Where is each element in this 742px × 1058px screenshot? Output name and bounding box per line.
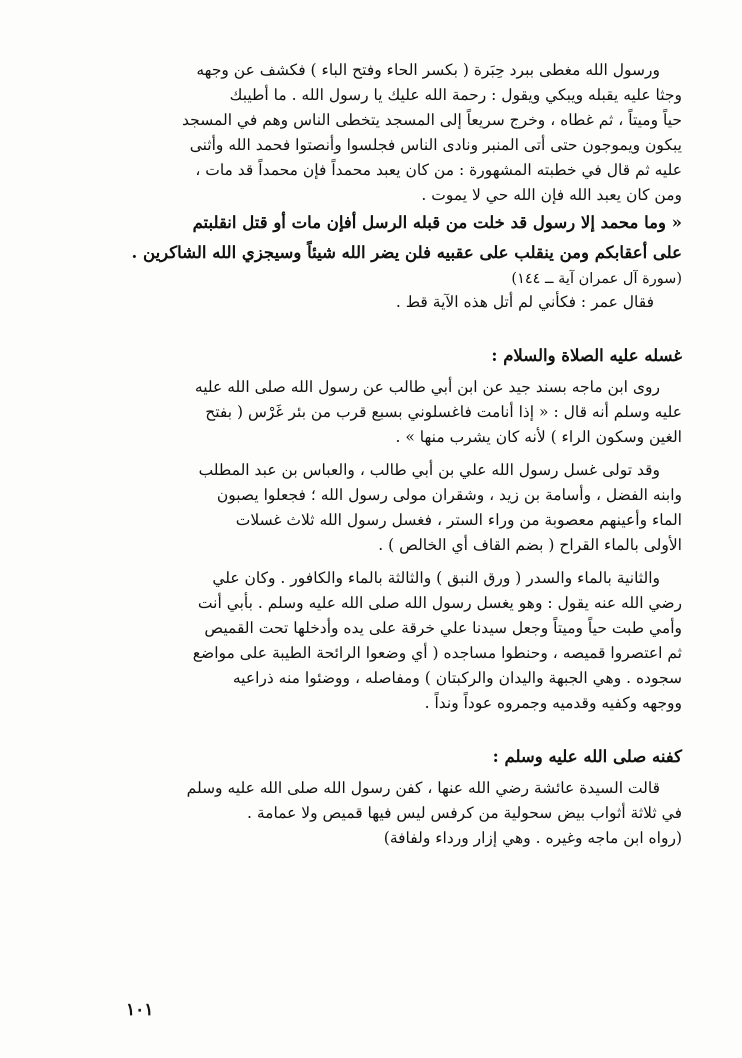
verse-reference: (سورة آل عمران آية ــ ١٤٤) xyxy=(511,271,682,287)
text-line: وقد تولى غسل رسول الله علي بن أبي طالب ، والعباس بن عبد المطلب xyxy=(198,461,660,479)
page-number: ١٠١ xyxy=(126,1000,154,1020)
text-line: ورسول الله مغطى ببرد حِبَرة ( بكسر الحاء وفتح الباء ) فكشف عن وجهه xyxy=(196,61,660,79)
paragraph-washers xyxy=(60,458,682,558)
paragraph-shroud xyxy=(60,776,682,826)
text-line: وجثا عليه يقبله ويبكي ويقول : رحمة الله عليك يا رسول الله . ما أطيبك xyxy=(229,86,682,104)
text-line: سجوده . وهي الجبهة واليدان والركبتان ) ومفاصله ، ووضئوا منه ذراعيه xyxy=(232,669,682,687)
text-line: قالت السيدة عائشة رضي الله عنها ، كفن رسول الله صلى الله عليه وسلم xyxy=(186,779,660,797)
verse-line: « وما محمد إلا رسول قد خلت من قبله الرسل أفإن مات أو قتل انقلبتم xyxy=(192,213,682,232)
umar-statement: فقال عمر : فكأني لم أتل هذه الآية قط . xyxy=(395,293,654,311)
text-line: حياً وميتاً ، ثم غطاه ، وخرج سريعاً إلى المسجد يتخطى الناس وهم في المسجد xyxy=(182,111,682,129)
text-line: في ثلاثة أثواب بيض سحولية من كرفس ليس فيها قميص ولا عمامة . xyxy=(246,804,682,822)
section-heading-shroud: كفنه صلى الله عليه وسلم : xyxy=(492,747,682,766)
text-line: ووجهه وكفيه وقدميه وجمروه عوداً ونداً . xyxy=(424,694,682,712)
quran-verse xyxy=(60,208,682,268)
text-line: وابنه الفضل ، وأسامة بن زيد ، وشقران مولى رسول الله ؛ فجعلوا يصبون xyxy=(216,486,682,504)
page-content xyxy=(60,58,682,851)
text-line: ثم اعتصروا قميصه ، وحنطوا مساجده ( أي وضعوا الرائحة الطيبة على مواضع xyxy=(192,644,682,662)
text-line: الأولى بالماء القراح ( بضم القاف أي الخالص ) . xyxy=(378,536,682,554)
text-line: رضي الله عنه يقول : وهو يغسل رسول الله صلى الله عليه وسلم . بأبي أنت xyxy=(197,594,682,612)
source-note: (رواه ابن ماجه وغيره . وهي إزار ورداء ولفافة) xyxy=(383,829,682,847)
paragraph-washing-hadith xyxy=(60,375,682,450)
text-line: والثانية بالماء والسدر ( ورق النبق ) والثالثة بالماء والكافور . وكان علي xyxy=(212,569,660,587)
text-line: الماء وأعينهم معصوبة من وراء الستر ، فغسل رسول الله ثلاث غسلات xyxy=(235,511,682,529)
paragraph-abu-bakr xyxy=(60,58,682,208)
text-line: عليه وسلم أنه قال : « إذا أنامت فاغسلوني بسبع قرب من بئر غَرْس ( بفتح xyxy=(205,403,682,421)
text-line: روى ابن ماجه بسند جيد عن ابن أبي طالب عن رسول الله صلى الله عليه xyxy=(194,378,660,396)
text-line: الغين وسكون الراء ) لأنه كان يشرب منها » . xyxy=(395,428,682,446)
section-heading-washing: غسله عليه الصلاة والسلام : xyxy=(491,346,682,365)
text-line: ومن كان يعبد الله فإن الله حي لا يموت . xyxy=(421,186,682,204)
text-line: يبكون ويموجون حتى أتى المنبر ونادى الناس فجلسوا وأنصتوا فحمد الله وأثنى xyxy=(189,136,682,154)
text-line: عليه ثم قال في خطبته المشهورة : من كان يعبد محمداً فإن محمداً قد مات ، xyxy=(195,161,682,179)
verse-line: على أعقابكم ومن ينقلب على عقبيه فلن يضر الله شيئاً وسيجزي الله الشاكرين . xyxy=(131,243,682,262)
paragraph-washing-details xyxy=(60,566,682,716)
text-line: وأمي طبت حياً وميتاً وجعل سيدنا علي خرقة على يده وأدخلها تحت القميص xyxy=(204,619,682,637)
